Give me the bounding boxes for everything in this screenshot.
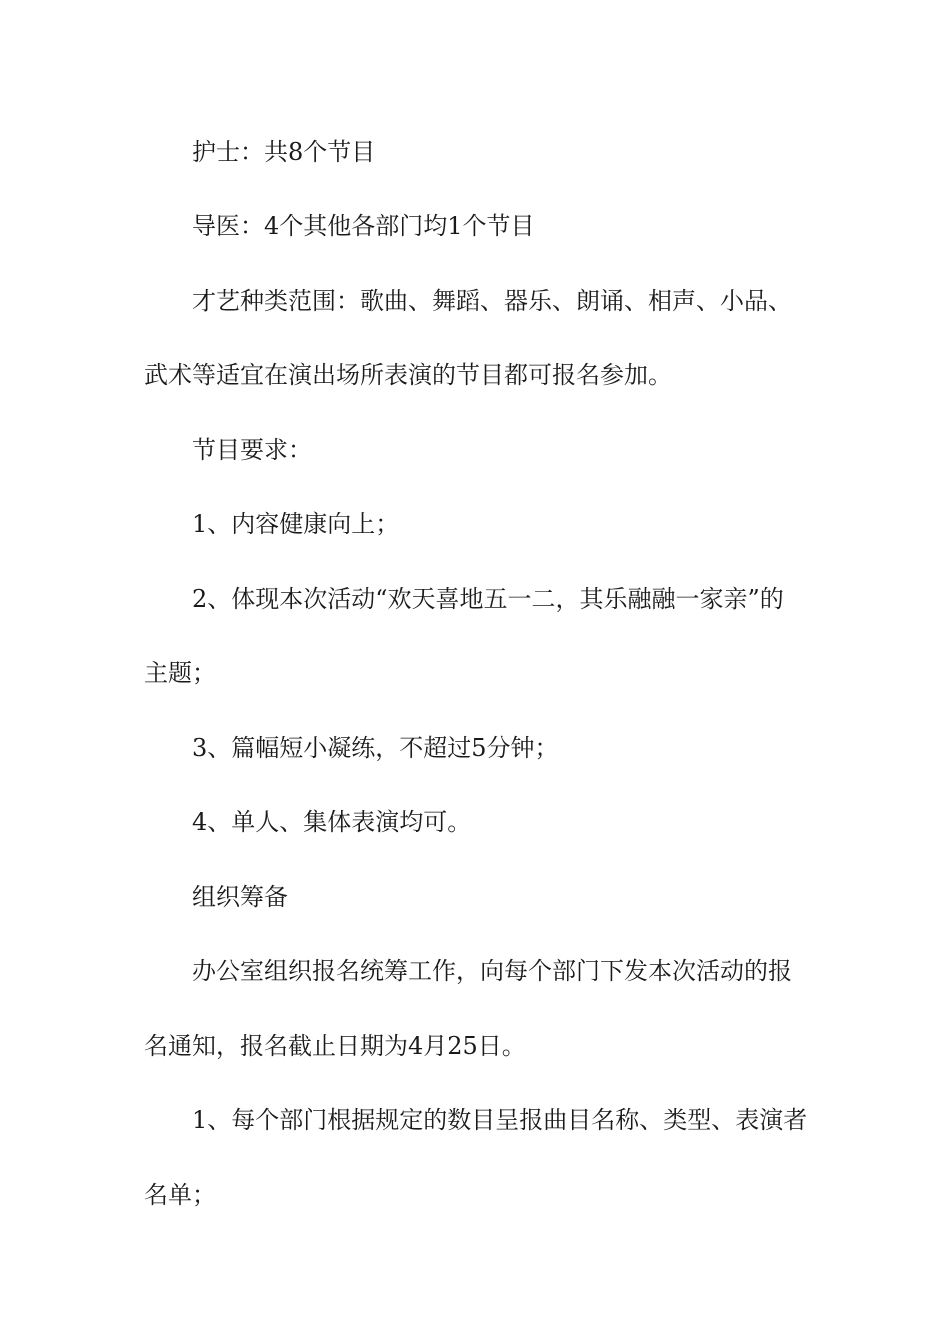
paragraph-office-registration-cont: 名通知，报名截止日期为4月25日。 [144,1032,526,1060]
requirement-item-1: 1、内容健康向上； [192,510,400,538]
paragraph-nurse-count: 护士：共8个节目 [192,138,376,166]
organization-item-1-cont: 名单； [144,1181,216,1209]
requirement-item-2: 2、体现本次活动“欢天喜地五一二，其乐融融一家亲”的 [192,585,784,613]
heading-organization: 组织筹备 [192,883,288,911]
paragraph-talent-scope: 才艺种类范围：歌曲、舞蹈、器乐、朗诵、相声、小品、 [192,287,792,315]
requirement-item-3: 3、篇幅短小凝练，不超过5分钟； [192,734,559,762]
paragraph-talent-scope-cont: 武术等适宜在演出场所表演的节目都可报名参加。 [144,361,672,389]
requirement-item-2-cont: 主题； [144,659,216,687]
organization-item-1: 1、每个部门根据规定的数目呈报曲目名称、类型、表演者 [192,1106,808,1134]
paragraph-office-registration: 办公室组织报名统筹工作，向每个部门下发本次活动的报 [192,957,792,985]
heading-program-requirements: 节目要求： [192,436,312,464]
paragraph-guide-count: 导医：4个其他各部门均1个节目 [192,212,535,240]
requirement-item-4: 4、单人、集体表演均可。 [192,808,472,836]
